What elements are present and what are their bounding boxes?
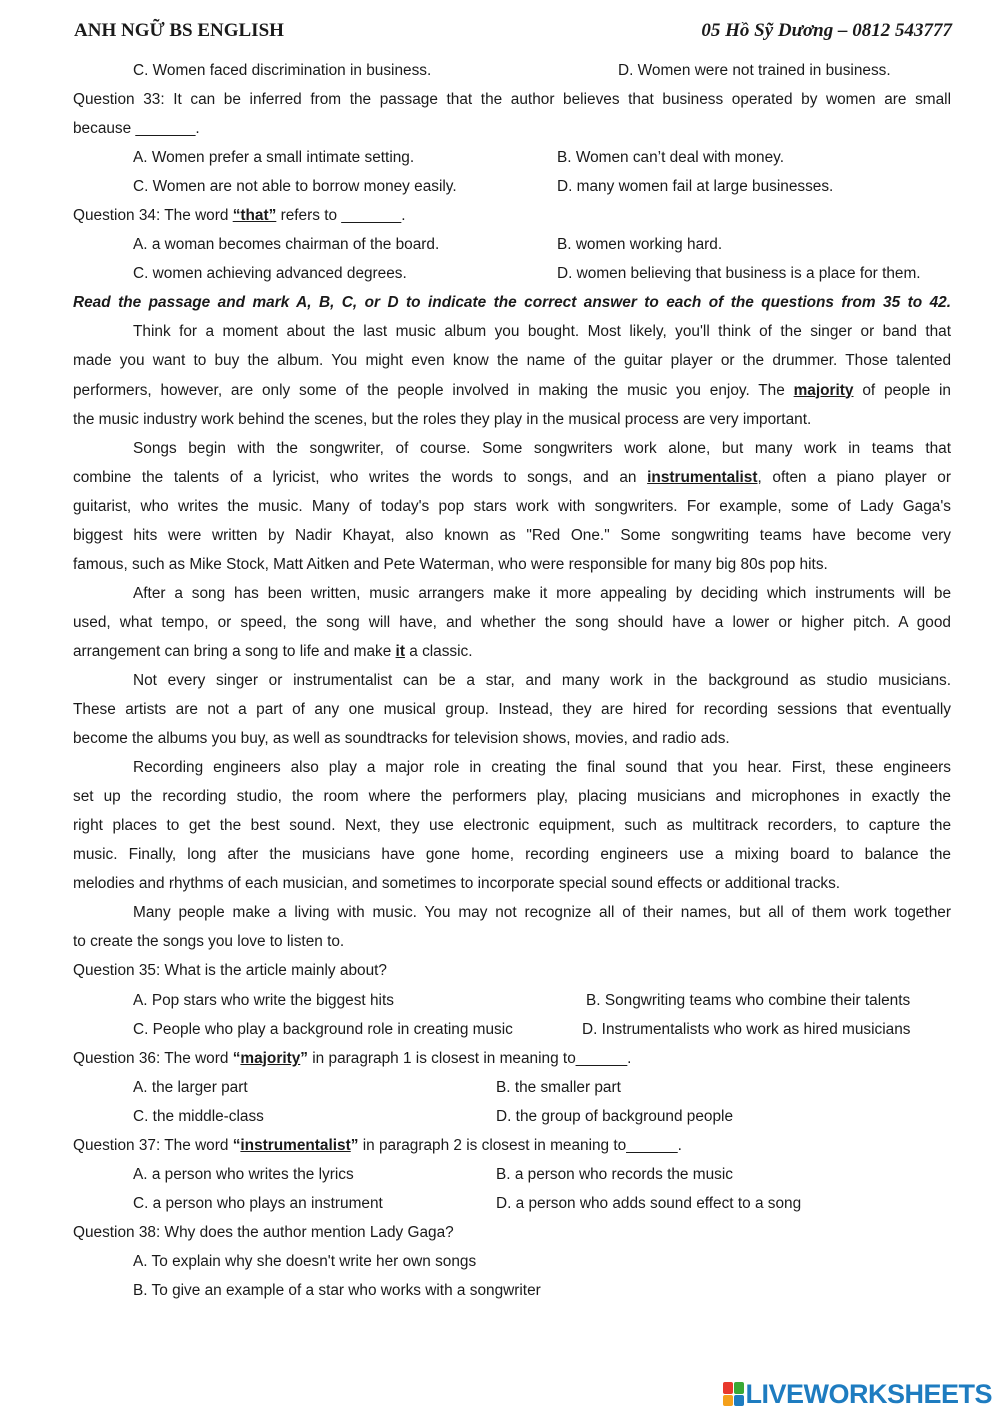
q36-option-c: C. the middle-class xyxy=(133,1107,264,1125)
page-header xyxy=(74,20,952,48)
q36-option-a: A. the larger part xyxy=(133,1078,248,1096)
keyword-instrumentalist: instrumentalist xyxy=(647,468,758,486)
passage-p3-line: used, what tempo, or speed, the song will have, and whether the song should have a lower or higher pitch. A good xyxy=(73,613,951,631)
passage-p5-line: Recording engineers also play a major role in creating the final sound that you hear. First, these engineers xyxy=(133,759,951,777)
liveworksheets-logo xyxy=(723,1380,992,1408)
passage-p5-line: melodies and rhythms of each musician, and sometimes to incorporate special sound effects or additional tracks. xyxy=(73,875,841,893)
q34-stem xyxy=(73,201,951,230)
option-row xyxy=(73,1073,951,1102)
passage-p5-line: music. Finally, long after the musicians have gone home, recording engineers use a mixing board to balance the xyxy=(73,846,951,864)
q35-option-c: C. People who play a background role in creating music xyxy=(133,1020,513,1038)
q33-option-a: A. Women prefer a small intimate setting. xyxy=(133,149,415,167)
option-row xyxy=(73,1102,951,1131)
passage-p2-line xyxy=(73,463,951,492)
option-row xyxy=(73,986,951,1015)
option-row xyxy=(73,1189,951,1218)
keyword-majority: majority xyxy=(793,381,854,399)
passage-p3-line xyxy=(73,637,951,666)
worksheet-content xyxy=(73,56,951,1305)
option-row xyxy=(73,1015,951,1044)
option-row xyxy=(73,143,951,172)
q37-stem-blank: in paragraph 2 is closest in meaning to______. xyxy=(358,1136,682,1154)
option-row xyxy=(73,56,951,85)
passage-p1-line xyxy=(73,376,951,405)
q36-keyword-text: majority xyxy=(240,1049,301,1067)
passage-text: of people in xyxy=(853,381,951,399)
q32-option-d: D. Women were not trained in business. xyxy=(618,62,891,79)
q37-option-a: A. a person who writes the lyrics xyxy=(133,1165,354,1183)
passage-p1-line: the music industry work behind the scenes, but the roles they play in the musical process are very important. xyxy=(73,410,812,428)
school-name: ANH NGỮ BS ENGLISH xyxy=(74,20,284,41)
passage-p4-line: become the albums you buy, as well as soundtracks for television shows, movies, and radio ads. xyxy=(73,730,730,748)
q37-keyword-text: instrumentalist xyxy=(240,1136,351,1154)
q35-option-b: B. Songwriting teams who combine their talents xyxy=(586,991,911,1009)
q33-option-c: C. Women are not able to borrow money easily. xyxy=(133,178,457,196)
passage-text: , often a piano player or xyxy=(757,468,951,486)
q36-option-b: B. the smaller part xyxy=(496,1078,621,1096)
q37-stem xyxy=(73,1131,951,1160)
q34-keyword xyxy=(233,207,277,224)
q38-stem: Question 38: Why does the author mention Lady Gaga? xyxy=(73,1223,454,1241)
passage-p2-line: biggest hits were written by Nadir Khayat, also known as "Red One." Some songwriting teams have become very xyxy=(73,526,951,544)
q33-option-d: D. many women fail at large businesses. xyxy=(557,178,834,196)
q34-stem-text: Question 34: The word xyxy=(73,207,233,225)
option-row xyxy=(73,259,951,288)
passage-text: a classic. xyxy=(404,642,473,660)
q38-option-a: A. To explain why she doesn't write her own songs xyxy=(133,1252,477,1270)
school-contact: 05 Hồ Sỹ Dương – 0812 543777 xyxy=(701,20,952,41)
section-instruction: Read the passage and mark A, B, C, or D to indicate the correct answer to each of the questions from 35 to 42. xyxy=(73,294,951,312)
q32-option-c: C. Women faced discrimination in business. xyxy=(133,62,432,79)
q34-option-a: A. a woman becomes chairman of the board. xyxy=(133,236,440,254)
passage-p1-line: Think for a moment about the last music album you bought. Most likely, you'll think of the singer or band that xyxy=(133,323,951,341)
q36-option-d: D. the group of background people xyxy=(496,1107,734,1125)
option-row xyxy=(73,1160,951,1189)
q34-stem-blank: refers to _______. xyxy=(276,207,406,225)
option-row xyxy=(73,172,951,201)
q35-option-d: D. Instrumentalists who work as hired musicians xyxy=(582,1020,911,1038)
q37-option-c: C. a person who plays an instrument xyxy=(133,1194,383,1212)
q34-keyword-text: “that” xyxy=(232,207,277,225)
q36-stem-text: Question 36: The word xyxy=(73,1049,233,1067)
q33-stem-line-2: because _______. xyxy=(73,120,200,138)
q36-keyword: “majority” xyxy=(232,1049,308,1067)
passage-p6-line: Many people make a living with music. You may not recognize all of their names, but all of them work together xyxy=(133,904,951,922)
passage-p4-line: These artists are not a part of any one musical group. Instead, they are hired for recording sessions that eventually xyxy=(73,701,951,719)
passage-p2-line: famous, such as Mike Stock, Matt Aitken and Pete Waterman, who were responsible for many big 80s pop hits. xyxy=(73,555,828,573)
q34-option-c: C. women achieving advanced degrees. xyxy=(133,265,407,283)
q33-option-b: B. Women can’t deal with money. xyxy=(557,149,784,167)
passage-p1-line: made you want to buy the album. You might even know the name of the guitar player or the drummer. Those talented xyxy=(73,352,951,370)
option-row xyxy=(73,230,951,259)
q37-option-b: B. a person who records the music xyxy=(496,1165,733,1183)
q34-option-b: B. women working hard. xyxy=(557,236,723,254)
passage-text: arrangement can bring a song to life and make xyxy=(73,642,396,660)
q36-stem-blank: in paragraph 1 is closest in meaning to______. xyxy=(307,1049,632,1067)
keyword-it: it xyxy=(395,642,405,660)
passage-p6-line: to create the songs you love to listen to. xyxy=(73,933,345,951)
q36-stem xyxy=(73,1044,951,1073)
passage-p3-line: After a song has been written, music arrangers make it more appealing by deciding which instruments will be xyxy=(133,584,951,602)
passage-p5-line: right places to get the best sound. Next, they use electronic equipment, such as multitrack recorders, to capture the xyxy=(73,817,951,835)
q37-keyword: “instrumentalist” xyxy=(232,1136,359,1154)
q33-stem-line-1: Question 33: It can be inferred from the passage that the author believes that business operated by women are small xyxy=(73,91,951,109)
passage-p4-line: Not every singer or instrumentalist can be a star, and many work in the background as studio musicians. xyxy=(133,671,951,689)
passage-p2-line: Songs begin with the songwriter, of course. Some songwriters work alone, but many work in teams that xyxy=(133,439,951,457)
q37-option-d: D. a person who adds sound effect to a song xyxy=(496,1194,802,1212)
logo-mark-icon xyxy=(723,1382,743,1406)
q34-option-d: D. women believing that business is a place for them. xyxy=(557,265,921,283)
passage-p5-line: set up the recording studio, the room where the performers play, placing musicians and microphones in exactly the xyxy=(73,788,951,806)
logo-text: LIVEWORKSHEETS xyxy=(745,1378,992,1409)
q35-stem: Question 35: What is the article mainly about? xyxy=(73,962,387,980)
passage-text: performers, however, are only some of the people involved in making the music you enjoy. The xyxy=(73,381,794,399)
q37-stem-text: Question 37: The word xyxy=(73,1136,233,1154)
q35-option-a: A. Pop stars who write the biggest hits xyxy=(133,991,394,1009)
passage-p2-line: guitarist, who writes the music. Many of today's pop stars work with songwriters. For example, some of Lady Gaga's xyxy=(73,497,951,515)
q38-option-b: B. To give an example of a star who works with a songwriter xyxy=(133,1281,541,1299)
passage-text: combine the talents of a lyricist, who writes the words to songs, and an xyxy=(73,468,648,486)
